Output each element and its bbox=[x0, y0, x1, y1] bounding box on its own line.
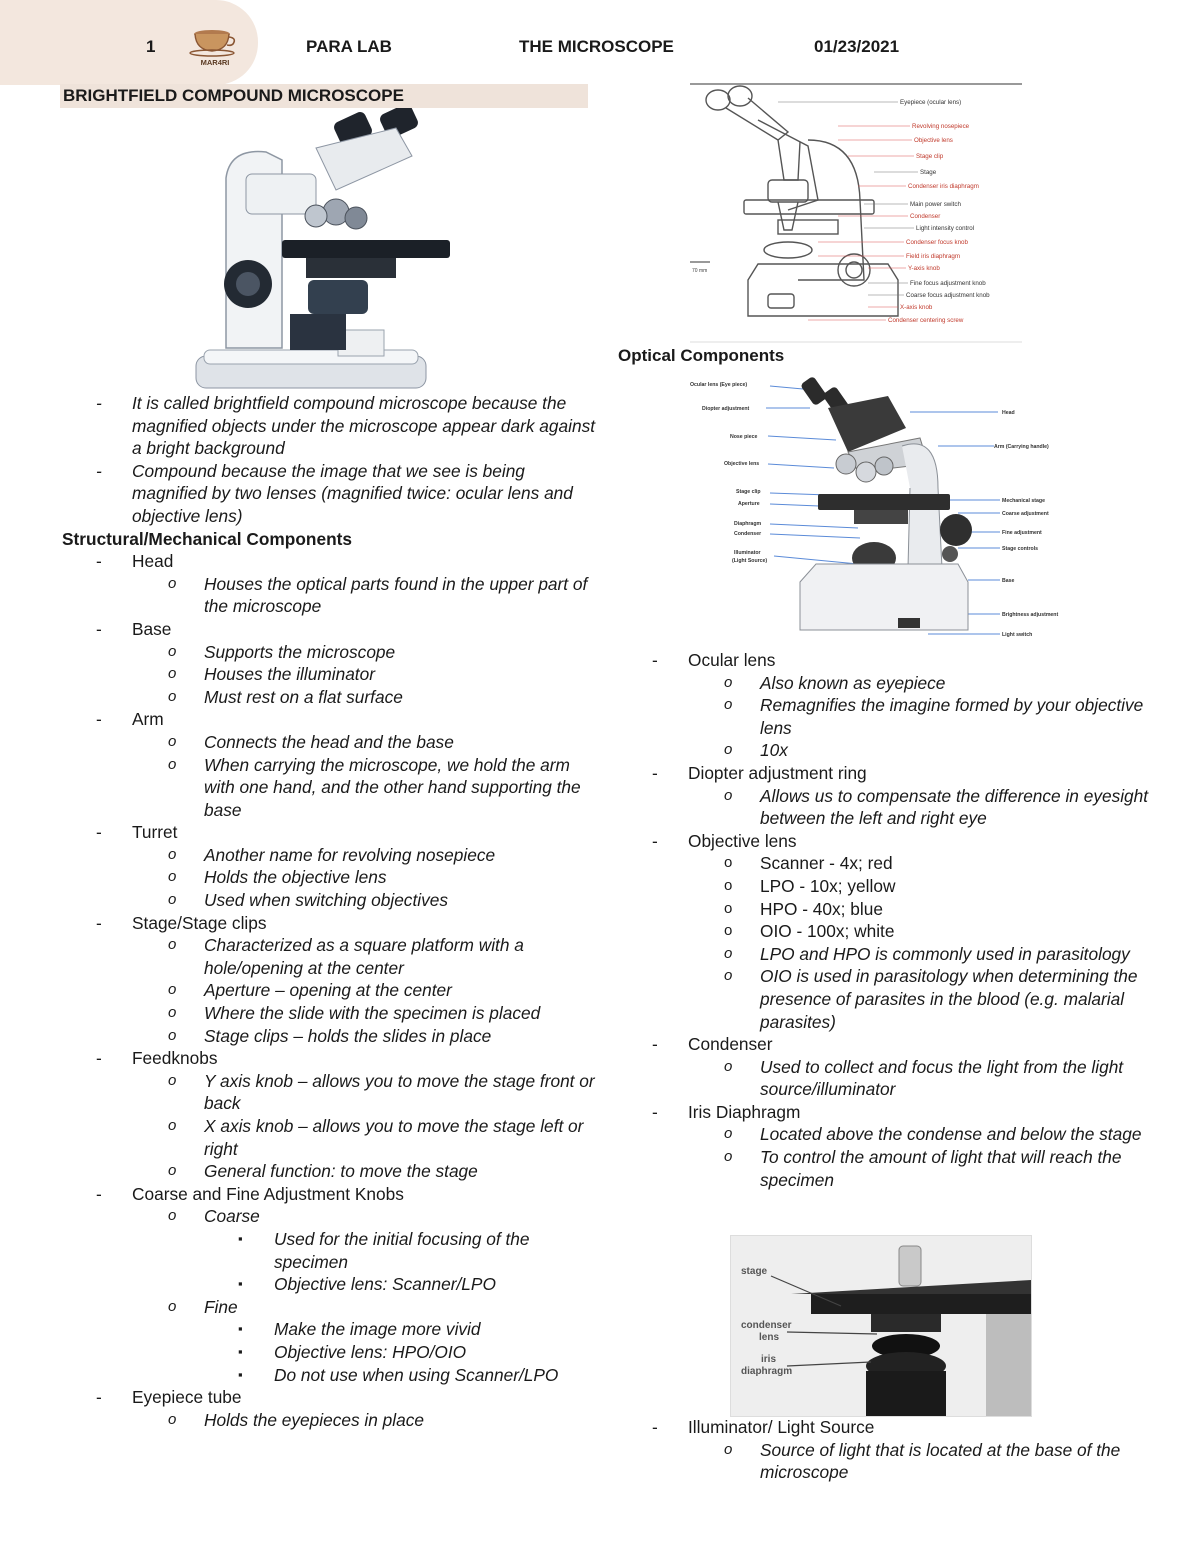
list-item: o Also known as eyepiece bbox=[724, 672, 946, 693]
svg-text:diaphragm: diaphragm bbox=[741, 1366, 793, 1377]
svg-text:Fine adjustment: Fine adjustment bbox=[1002, 530, 1042, 536]
list-item: o When carrying the microscope, we hold the arm with one hand, and the other hand supporting the base bbox=[168, 754, 581, 820]
svg-text:Y-axis knob: Y-axis knob bbox=[908, 265, 940, 272]
svg-text:MAR4RI: MAR4RI bbox=[200, 58, 230, 67]
list-item: o Another name for revolving nosepiece bbox=[168, 844, 496, 865]
list-item: o OIO is used in parasitology when determining the presence of parasites in the blood (e.g. malarial parasites) bbox=[724, 966, 1138, 1032]
list-item: o LPO and HPO is commonly used in parasitology bbox=[724, 943, 1130, 964]
structural-heading: Structural/Mechanical Components bbox=[62, 528, 352, 549]
svg-text:Condenser centering screw: Condenser centering screw bbox=[888, 317, 964, 324]
svg-text:Condenser iris diaphragm: Condenser iris diaphragm bbox=[908, 183, 979, 190]
svg-text:condenser: condenser bbox=[741, 1320, 792, 1331]
list-item: - Stage/Stage clips bbox=[96, 912, 267, 933]
list-item: ▪ Do not use when using Scanner/LPO bbox=[238, 1364, 559, 1385]
list-item: o Must rest on a flat surface bbox=[168, 686, 403, 707]
svg-text:70 mm: 70 mm bbox=[692, 268, 708, 274]
list-item: - Iris Diaphragm bbox=[652, 1101, 801, 1122]
svg-text:Head: Head bbox=[1002, 410, 1015, 416]
svg-text:Stage clip: Stage clip bbox=[736, 489, 761, 495]
svg-text:Diaphragm: Diaphragm bbox=[734, 521, 762, 527]
list-item: o Holds the objective lens bbox=[168, 867, 387, 888]
page-number: 1 bbox=[146, 37, 156, 56]
left-column-list bbox=[60, 392, 600, 1431]
list-item: o LPO - 10x; yellow bbox=[724, 875, 896, 896]
svg-text:lens: lens bbox=[759, 1332, 780, 1343]
svg-text:Brightness adjustment: Brightness adjustment bbox=[1002, 612, 1059, 618]
list-item: - Condenser bbox=[652, 1034, 773, 1055]
list-item: o Houses the optical parts found in the upper part of the microscope bbox=[168, 573, 588, 617]
list-item: o Allows us to compensate the difference in eyesight between the left and right eye bbox=[724, 785, 1149, 829]
svg-text:Aperture: Aperture bbox=[738, 501, 760, 507]
svg-text:Condenser: Condenser bbox=[910, 213, 941, 220]
svg-text:Mechanical stage: Mechanical stage bbox=[1002, 498, 1045, 504]
svg-text:Light intensity control: Light intensity control bbox=[916, 225, 975, 232]
list-item: o HPO - 40x; blue bbox=[724, 898, 883, 919]
condenser-photo bbox=[730, 1235, 1032, 1417]
svg-text:Main power switch: Main power switch bbox=[910, 201, 961, 208]
list-item: o Source of light that is located at the base of the microscope bbox=[724, 1439, 1121, 1483]
list-item: o Houses the illuminator bbox=[168, 664, 375, 685]
svg-text:(Light Source): (Light Source) bbox=[732, 558, 768, 564]
coffee-cup-icon bbox=[186, 24, 244, 68]
list-item: o Where the slide with the specimen is placed bbox=[168, 1003, 541, 1024]
list-item: o Used to collect and focus the light from the light source/illuminator bbox=[724, 1056, 1124, 1100]
list-item: - Coarse and Fine Adjustment Knobs bbox=[96, 1183, 404, 1204]
list-item: ▪ Used for the initial focusing of the specimen bbox=[238, 1228, 530, 1272]
svg-text:Coarse focus adjustment knob: Coarse focus adjustment knob bbox=[906, 292, 990, 299]
list-item: ▪ Objective lens: HPO/OIO bbox=[238, 1341, 467, 1362]
svg-text:Eyepiece (ocular lens): Eyepiece (ocular lens) bbox=[900, 99, 962, 106]
list-item: o Aperture – opening at the center bbox=[168, 980, 452, 1001]
list-item: - Head bbox=[96, 551, 174, 572]
optical-components-diagram bbox=[688, 368, 1074, 648]
list-item: o Stage clips – holds the slides in place bbox=[168, 1025, 492, 1046]
list-item: - Eyepiece tube bbox=[96, 1387, 242, 1408]
brightfield-microscope-image bbox=[186, 108, 462, 391]
course-label: PARA LAB bbox=[306, 37, 392, 56]
list-item: - Feedknobs bbox=[96, 1048, 218, 1069]
svg-text:iris: iris bbox=[761, 1354, 777, 1365]
microscope-parts-labels bbox=[688, 80, 1024, 344]
svg-text:Coarse adjustment: Coarse adjustment bbox=[1002, 511, 1049, 517]
list-item: o X axis knob – allows you to move the stage left or right bbox=[168, 1116, 584, 1159]
topic-label: THE MICROSCOPE bbox=[519, 37, 674, 56]
list-item: o Supports the microscope bbox=[168, 641, 396, 662]
section-title: BRIGHTFIELD COMPOUND MICROSCOPE bbox=[63, 86, 404, 105]
svg-text:Stage: Stage bbox=[920, 169, 937, 176]
list-item: - Diopter adjustment ring bbox=[652, 762, 867, 783]
list-item: o To control the amount of light that will reach the specimen bbox=[724, 1147, 1122, 1190]
optical-heading: Optical Components bbox=[618, 346, 785, 365]
svg-text:Revolving nosepiece: Revolving nosepiece bbox=[912, 123, 970, 130]
svg-text:Ocular lens (Eye piece): Ocular lens (Eye piece) bbox=[690, 382, 748, 388]
list-item: o Holds the eyepieces in place bbox=[168, 1409, 424, 1430]
list-item: - It is called brightfield compound microscope because the magnified objects under the microscope appear dark against a bright background bbox=[96, 393, 596, 459]
list-item: o Remagnifies the imagine formed by your objective lens bbox=[724, 695, 1144, 738]
svg-text:Arm (Carrying handle): Arm (Carrying handle) bbox=[994, 444, 1049, 450]
list-item: - Compound because the image that we see is being magnified by two lenses (magnified twice: ocular lens and objective lens) bbox=[96, 460, 573, 526]
svg-text:Illuminator: Illuminator bbox=[734, 550, 761, 556]
svg-text:Diopter adjustment: Diopter adjustment bbox=[702, 406, 750, 412]
svg-text:Light switch: Light switch bbox=[1002, 632, 1033, 638]
list-item: o Coarse bbox=[168, 1206, 260, 1227]
svg-text:Fine focus adjustment knob: Fine focus adjustment knob bbox=[910, 280, 986, 287]
list-item: o Located above the condense and below the stage bbox=[724, 1124, 1142, 1145]
logo bbox=[186, 24, 244, 68]
list-item: o Connects the head and the base bbox=[168, 731, 454, 752]
date-label: 01/23/2021 bbox=[814, 37, 900, 56]
list-item: o Scanner - 4x; red bbox=[724, 853, 893, 874]
list-item: o OIO - 100x; white bbox=[724, 921, 895, 942]
svg-text:Condenser: Condenser bbox=[734, 531, 762, 537]
list-item: - Ocular lens bbox=[652, 650, 776, 670]
list-item: ▪ Make the image more vivid bbox=[238, 1319, 481, 1340]
list-item: ▪ Objective lens: Scanner/LPO bbox=[238, 1274, 496, 1295]
right-column-list-bottom bbox=[616, 1416, 1166, 1484]
list-item: - Objective lens bbox=[652, 830, 797, 851]
list-item: o Characterized as a square platform with a hole/opening at the center bbox=[168, 935, 524, 978]
svg-text:Nose piece: Nose piece bbox=[730, 434, 758, 440]
svg-text:Stage clip: Stage clip bbox=[916, 153, 944, 160]
svg-text:Condenser focus knob: Condenser focus knob bbox=[906, 239, 968, 246]
svg-text:X-axis knob: X-axis knob bbox=[900, 304, 933, 311]
list-item: - Turret bbox=[96, 822, 178, 843]
svg-text:Stage controls: Stage controls bbox=[1002, 546, 1039, 552]
list-item: - Base bbox=[96, 618, 172, 639]
list-item: - Arm bbox=[96, 709, 164, 730]
svg-text:Objective lens: Objective lens bbox=[914, 137, 953, 144]
right-column-list bbox=[616, 649, 1166, 1191]
svg-text:Objective lens: Objective lens bbox=[724, 461, 760, 467]
list-item: o Used when switching objectives bbox=[168, 890, 448, 911]
list-item: o Fine bbox=[168, 1296, 238, 1317]
list-item: o General function: to move the stage bbox=[168, 1161, 478, 1182]
list-item: - Illuminator/ Light Source bbox=[652, 1417, 875, 1437]
svg-text:Field iris diaphragm: Field iris diaphragm bbox=[906, 253, 960, 260]
list-item: o Y axis knob – allows you to move the stage front or back bbox=[168, 1070, 595, 1114]
svg-text:stage: stage bbox=[741, 1266, 768, 1277]
svg-text:Base: Base bbox=[1002, 578, 1015, 584]
list-item: o 10x bbox=[724, 740, 788, 761]
